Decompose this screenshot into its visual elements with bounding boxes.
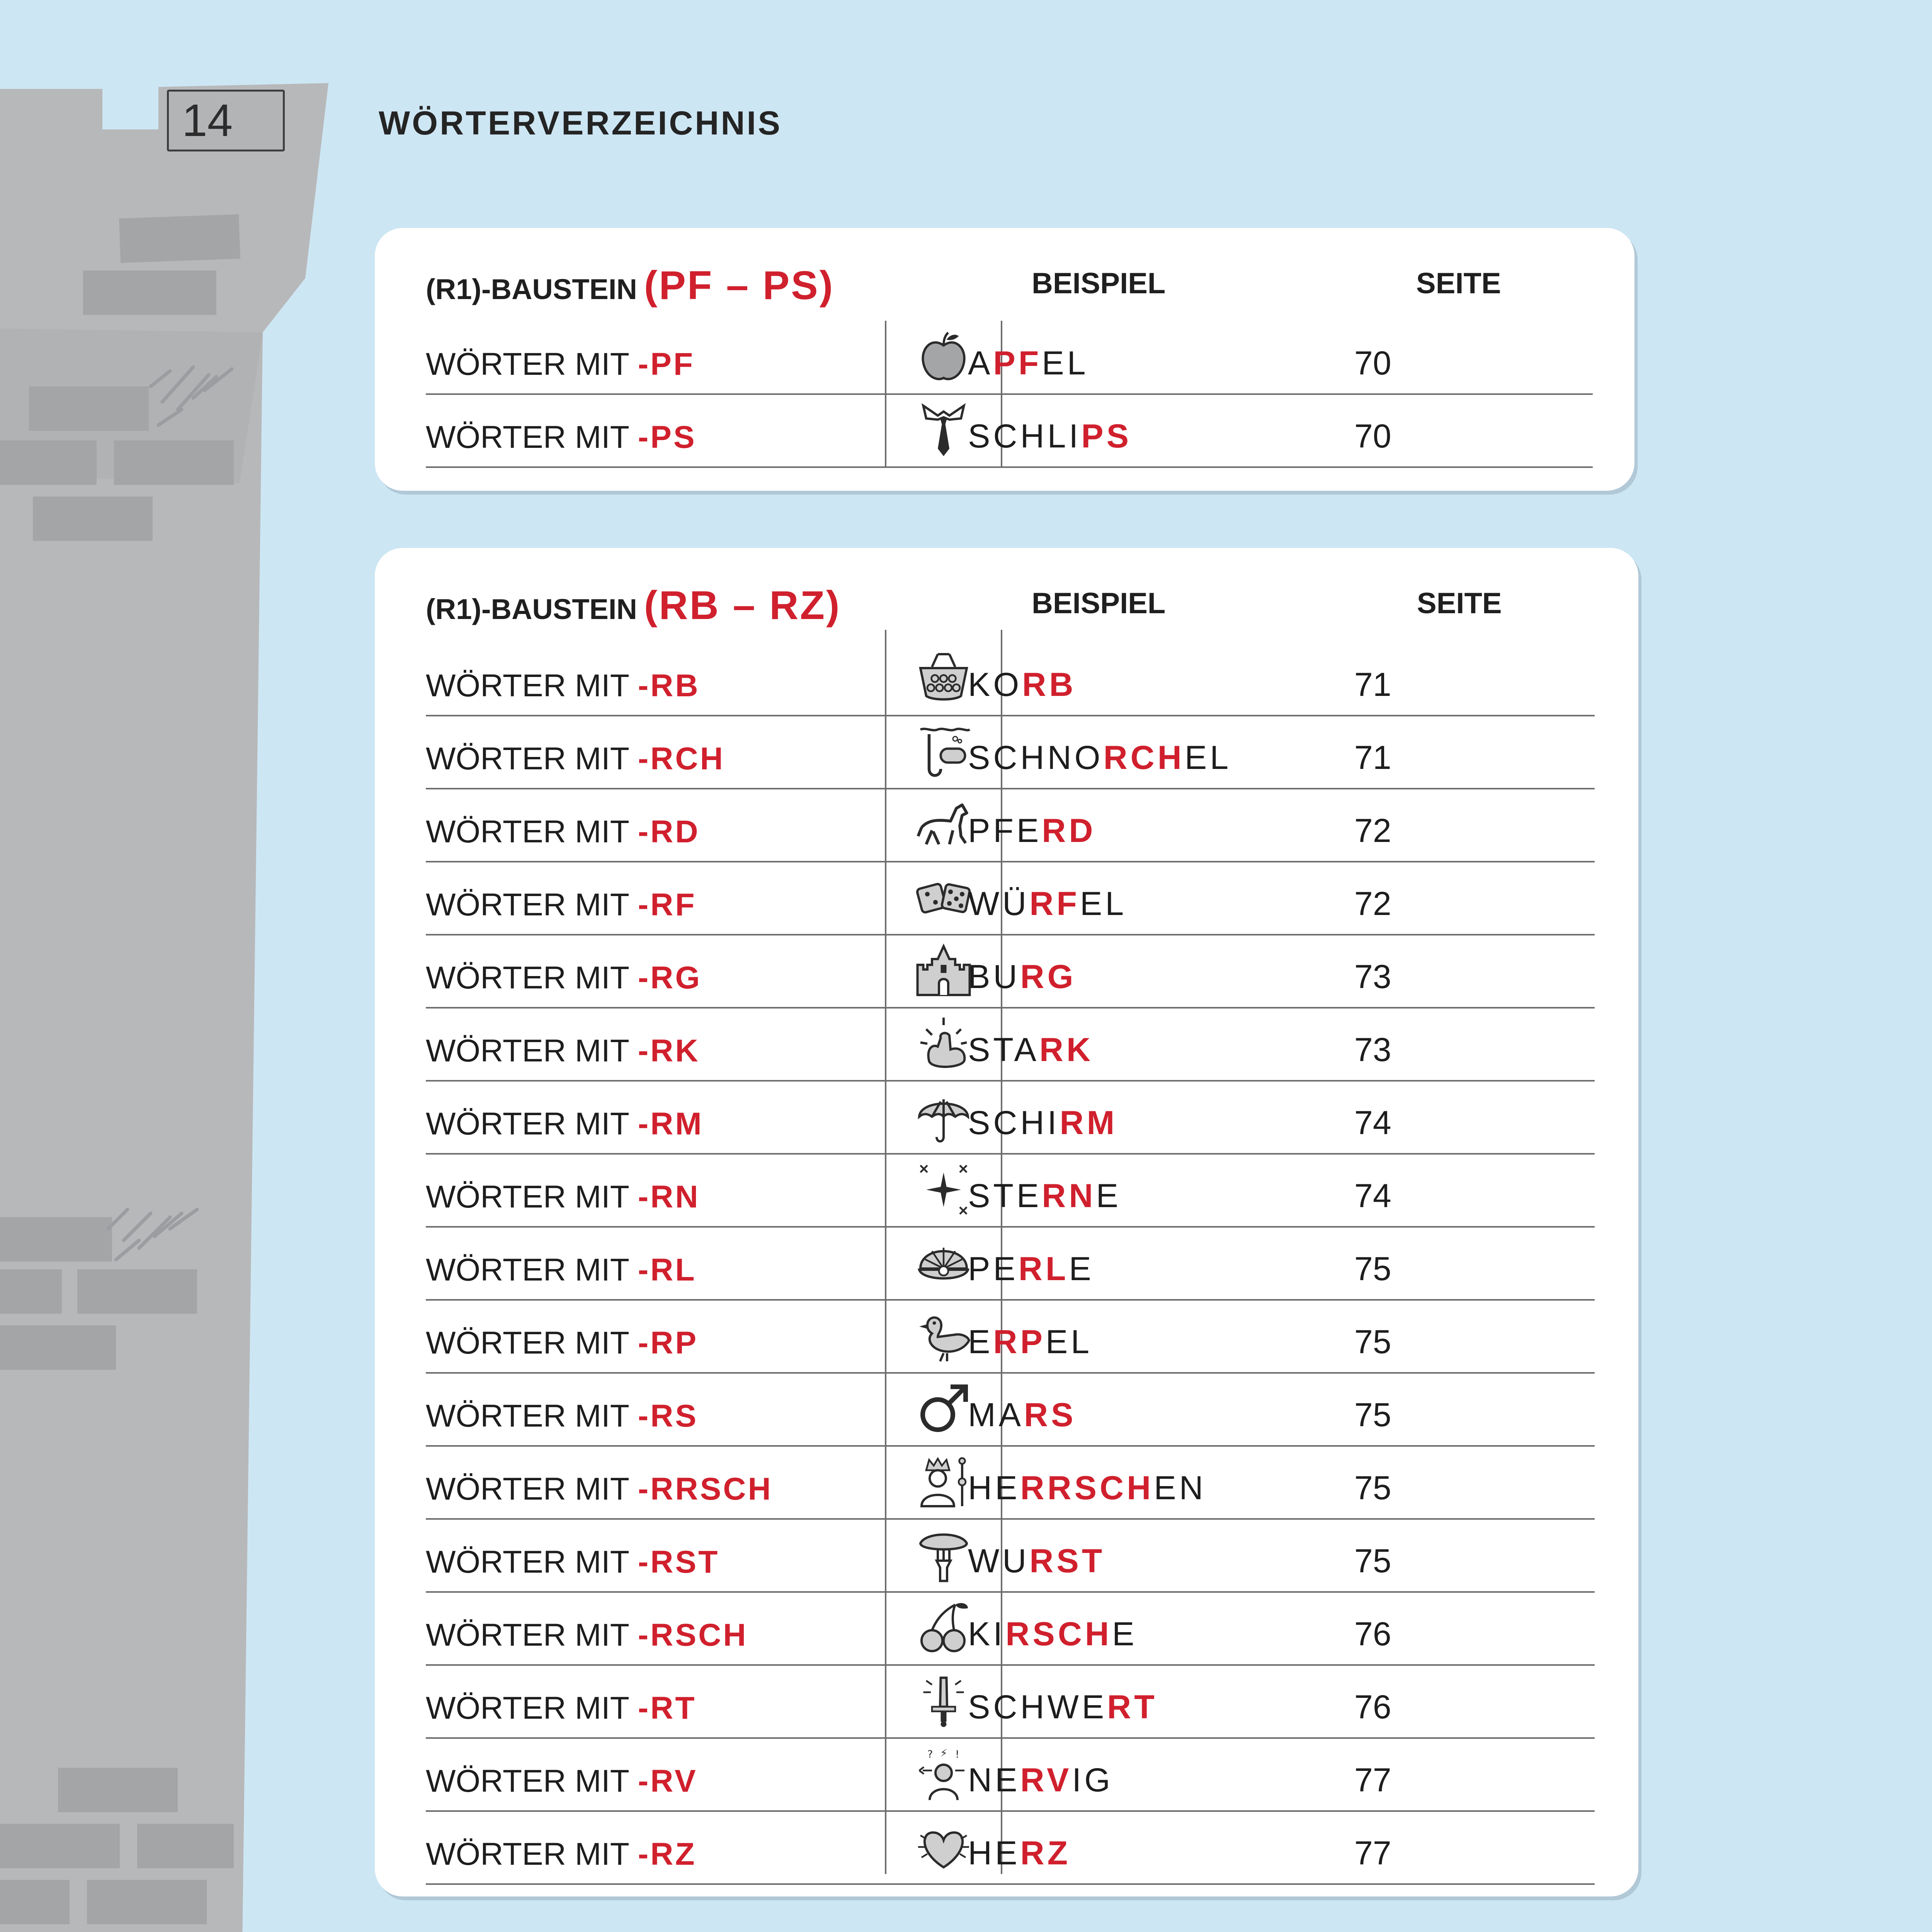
- example-part: SCHLI: [968, 418, 1082, 455]
- table-row: [426, 1738, 1595, 1812]
- table-heading: [426, 263, 834, 309]
- example-word: [968, 1104, 1117, 1142]
- heading-range: (PF – PS): [644, 263, 835, 308]
- example-part: KO: [968, 666, 1022, 703]
- row-suffix: -RL: [638, 1252, 697, 1287]
- row-label-text: WÖRTER MIT: [426, 668, 629, 703]
- svg-text:!: !: [955, 1748, 959, 1760]
- example-highlight: RST: [1029, 1543, 1105, 1580]
- table-header: [375, 548, 1638, 645]
- table-row: [426, 1007, 1595, 1082]
- page-reference: 77: [1354, 1835, 1391, 1872]
- table-header: [375, 228, 1634, 325]
- index-table-pf-ps: [375, 228, 1634, 491]
- example-highlight: RT: [1107, 1689, 1158, 1726]
- example-word: [968, 1177, 1121, 1215]
- example-part: MA: [968, 1396, 1024, 1434]
- table-row: [426, 1299, 1595, 1374]
- example-part: HE: [968, 1835, 1020, 1872]
- page-reference: 75: [1354, 1323, 1391, 1361]
- example-word: [968, 1469, 1206, 1507]
- example-word: [968, 739, 1231, 777]
- example-highlight: RF: [1029, 885, 1080, 922]
- example-word: [968, 1761, 1113, 1799]
- example-word: [968, 417, 1132, 456]
- page-reference: 74: [1354, 1104, 1391, 1141]
- row-label: [426, 1033, 700, 1069]
- castle-tower-illustration: [0, 0, 332, 1932]
- row-label: [426, 814, 700, 850]
- example-highlight: RL: [1018, 1250, 1069, 1287]
- table-heading: [426, 583, 841, 629]
- row-suffix: -RCH: [638, 741, 725, 776]
- table-row: [426, 394, 1593, 468]
- row-suffix: -RF: [638, 887, 697, 922]
- example-highlight: PF: [993, 345, 1042, 382]
- example-word: [968, 812, 1096, 850]
- page-reference: 76: [1354, 1689, 1391, 1726]
- row-suffix: -RM: [638, 1106, 704, 1141]
- example-highlight: RP: [993, 1323, 1046, 1361]
- page-reference: 75: [1354, 1396, 1391, 1434]
- row-suffix: -RN: [638, 1179, 700, 1214]
- row-suffix: -RST: [638, 1544, 720, 1580]
- row-label-text: WÖRTER MIT: [426, 887, 629, 922]
- table-row: [426, 1446, 1595, 1520]
- example-highlight: RN: [1042, 1177, 1096, 1214]
- row-label-text: WÖRTER MIT: [426, 741, 629, 776]
- row-label: [426, 419, 697, 456]
- example-word: [968, 1688, 1158, 1726]
- example-highlight: RK: [1039, 1031, 1094, 1068]
- page-reference: 74: [1354, 1177, 1391, 1214]
- row-label-text: WÖRTER MIT: [426, 1617, 629, 1653]
- example-part: PFE: [968, 812, 1042, 849]
- example-highlight: RSCH: [1005, 1616, 1112, 1653]
- row-suffix: -RZ: [638, 1837, 697, 1872]
- example-part: NE: [968, 1762, 1020, 1799]
- example-part: E: [1112, 1616, 1138, 1653]
- row-label-text: WÖRTER MIT: [426, 1837, 629, 1872]
- example-part: EL: [1042, 345, 1089, 382]
- row-label: [426, 346, 695, 383]
- row-suffix: -RS: [638, 1398, 699, 1434]
- row-label: [426, 960, 702, 996]
- row-suffix: -RK: [638, 1033, 700, 1068]
- page-reference: 71: [1354, 666, 1391, 703]
- table-row: [426, 788, 1595, 862]
- table-row: [426, 1153, 1595, 1228]
- row-label: [426, 1836, 697, 1872]
- row-label: [426, 887, 697, 923]
- table-row: [426, 642, 1595, 716]
- example-part: SCHWE: [968, 1689, 1107, 1726]
- table-row: [426, 934, 1595, 1009]
- table-row: [426, 1592, 1595, 1666]
- table-row: [426, 1811, 1595, 1885]
- example-part: IG: [1072, 1762, 1114, 1799]
- page-reference: 75: [1354, 1250, 1391, 1287]
- example-word: [968, 885, 1127, 923]
- column-header-example: BEISPIEL: [1032, 267, 1166, 300]
- example-part: BU: [968, 958, 1020, 995]
- example-word: [968, 666, 1076, 704]
- example-word: [968, 1250, 1094, 1288]
- row-label-text: WÖRTER MIT: [426, 1398, 629, 1434]
- row-suffix: -RSCH: [638, 1617, 748, 1653]
- example-part: EL: [1184, 739, 1232, 776]
- section-title: WÖRTERVERZEICHNIS: [379, 105, 782, 142]
- example-part: EN: [1154, 1469, 1206, 1507]
- example-part: WU: [968, 1543, 1030, 1580]
- table-row: [426, 715, 1595, 789]
- svg-text:?: ?: [927, 1748, 933, 1760]
- row-suffix: -RB: [638, 668, 700, 703]
- row-label-text: WÖRTER MIT: [426, 420, 629, 455]
- example-part: SCHI: [968, 1104, 1060, 1141]
- example-part: STA: [968, 1031, 1039, 1068]
- table-row: [426, 1665, 1595, 1739]
- row-label-text: WÖRTER MIT: [426, 1544, 629, 1580]
- page-reference: 76: [1354, 1616, 1391, 1653]
- row-label-text: WÖRTER MIT: [426, 1471, 629, 1507]
- row-label-text: WÖRTER MIT: [426, 1325, 629, 1361]
- example-part: E: [1096, 1177, 1121, 1214]
- column-header-page: SEITE: [1417, 587, 1502, 620]
- example-word: [968, 1542, 1105, 1580]
- example-word: [968, 1031, 1094, 1069]
- page-reference: 70: [1354, 345, 1391, 382]
- row-label: [426, 1471, 773, 1507]
- row-label: [426, 1252, 697, 1288]
- row-label-text: WÖRTER MIT: [426, 347, 629, 382]
- row-suffix: -PF: [638, 347, 695, 382]
- page-reference: 72: [1354, 812, 1391, 849]
- example-highlight: RCH: [1103, 739, 1185, 776]
- example-part: SCHNO: [968, 739, 1104, 776]
- row-label-text: WÖRTER MIT: [426, 1106, 629, 1141]
- page-reference: 75: [1354, 1543, 1391, 1580]
- row-label: [426, 1690, 697, 1726]
- example-highlight: RB: [1022, 666, 1077, 703]
- example-word: [968, 344, 1088, 383]
- page-reference: 77: [1354, 1762, 1391, 1799]
- example-highlight: RV: [1020, 1762, 1072, 1799]
- example-part: EL: [1045, 1323, 1093, 1361]
- example-part: WÜ: [968, 885, 1030, 922]
- row-label-text: WÖRTER MIT: [426, 1764, 629, 1799]
- row-label: [426, 1544, 719, 1580]
- row-label: [426, 1398, 698, 1434]
- column-header-page: SEITE: [1416, 267, 1501, 300]
- row-label-text: WÖRTER MIT: [426, 1252, 629, 1287]
- svg-text:⚡: ⚡: [940, 1747, 947, 1759]
- example-part: E: [968, 1323, 993, 1361]
- row-label: [426, 1325, 698, 1361]
- row-label-text: WÖRTER MIT: [426, 814, 629, 849]
- row-label-text: WÖRTER MIT: [426, 1033, 629, 1068]
- table-row: [426, 861, 1595, 935]
- example-highlight: PS: [1081, 418, 1132, 455]
- row-suffix: -RRSCH: [638, 1471, 773, 1507]
- example-highlight: RM: [1060, 1104, 1118, 1141]
- table-row: [426, 1372, 1595, 1447]
- example-word: [968, 958, 1076, 996]
- page-reference: 75: [1354, 1469, 1391, 1507]
- row-label: [426, 1179, 700, 1215]
- example-part: PE: [968, 1250, 1019, 1287]
- page-reference: 73: [1354, 1031, 1391, 1068]
- example-part: KI: [968, 1616, 1006, 1653]
- page-reference: 72: [1354, 885, 1391, 922]
- row-suffix: -RP: [638, 1325, 699, 1361]
- row-label-text: WÖRTER MIT: [426, 960, 629, 995]
- example-highlight: RD: [1042, 812, 1096, 849]
- index-table-rb-rz: [375, 548, 1638, 1896]
- row-label: [426, 1763, 698, 1799]
- example-part: STE: [968, 1177, 1042, 1214]
- example-word: [968, 1396, 1076, 1434]
- example-word: [968, 1323, 1092, 1361]
- column-header-example: BEISPIEL: [1032, 587, 1166, 620]
- table-row: [426, 1519, 1595, 1593]
- example-highlight: RRSCH: [1020, 1469, 1154, 1507]
- table-row: [426, 321, 1593, 395]
- row-suffix: -RT: [638, 1690, 697, 1726]
- row-suffix: -PS: [638, 420, 697, 455]
- table-row: [426, 1080, 1595, 1155]
- page-reference: 73: [1354, 958, 1391, 995]
- example-word: [968, 1615, 1137, 1653]
- row-suffix: -RG: [638, 960, 702, 995]
- example-highlight: RZ: [1020, 1835, 1071, 1872]
- example-highlight: RG: [1020, 958, 1077, 995]
- table-row: [426, 1226, 1595, 1301]
- heading-prefix: (R1)-BAUSTEIN: [426, 593, 637, 625]
- example-highlight: RS: [1024, 1396, 1077, 1434]
- example-word: [968, 1834, 1071, 1872]
- heading-prefix: (R1)-BAUSTEIN: [426, 273, 637, 305]
- example-part: HE: [968, 1469, 1020, 1507]
- page-number: 14: [167, 90, 285, 151]
- page-reference: 70: [1354, 418, 1391, 455]
- row-label: [426, 1106, 704, 1142]
- row-label: [426, 741, 725, 777]
- row-suffix: -RD: [638, 814, 700, 849]
- example-part: E: [1069, 1250, 1094, 1287]
- row-label: [426, 668, 700, 704]
- row-suffix: -RV: [638, 1764, 698, 1799]
- example-part: EL: [1080, 885, 1127, 922]
- page-reference: 71: [1354, 739, 1391, 776]
- row-label: [426, 1617, 748, 1653]
- example-part: A: [968, 345, 993, 382]
- row-label-text: WÖRTER MIT: [426, 1690, 629, 1726]
- heading-range: (RB – RZ): [644, 583, 841, 628]
- row-label-text: WÖRTER MIT: [426, 1179, 629, 1214]
